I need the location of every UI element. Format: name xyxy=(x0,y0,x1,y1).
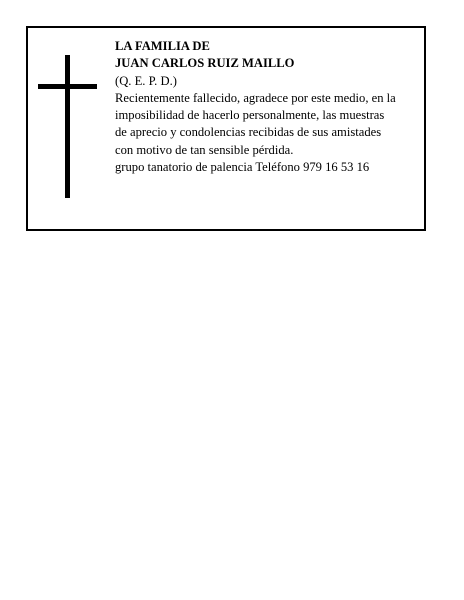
contact-line: grupo tanatorio de palencia Teléfono 979 16 53 16 xyxy=(115,160,370,175)
body-line-3: de aprecio y condolencias recibidas de sus amistades xyxy=(115,125,382,140)
cross-horizontal-bar xyxy=(38,84,97,89)
qepd-label: (Q. E. P. D.) xyxy=(115,73,177,88)
notice-text xyxy=(115,38,425,176)
obituary-notice xyxy=(26,26,426,231)
deceased-name: JUAN CARLOS RUIZ MAILLO xyxy=(115,56,295,71)
body-line-4: con motivo de tan sensible pérdida. xyxy=(115,142,294,157)
body-line-1: Recientemente fallecido, agradece por este medio, en la xyxy=(115,90,396,105)
family-heading: LA FAMILIA DE xyxy=(115,39,210,53)
cross-vertical-bar xyxy=(65,55,70,198)
body-line-2: imposibilidad de hacerlo personalmente, las muestras xyxy=(115,108,385,123)
